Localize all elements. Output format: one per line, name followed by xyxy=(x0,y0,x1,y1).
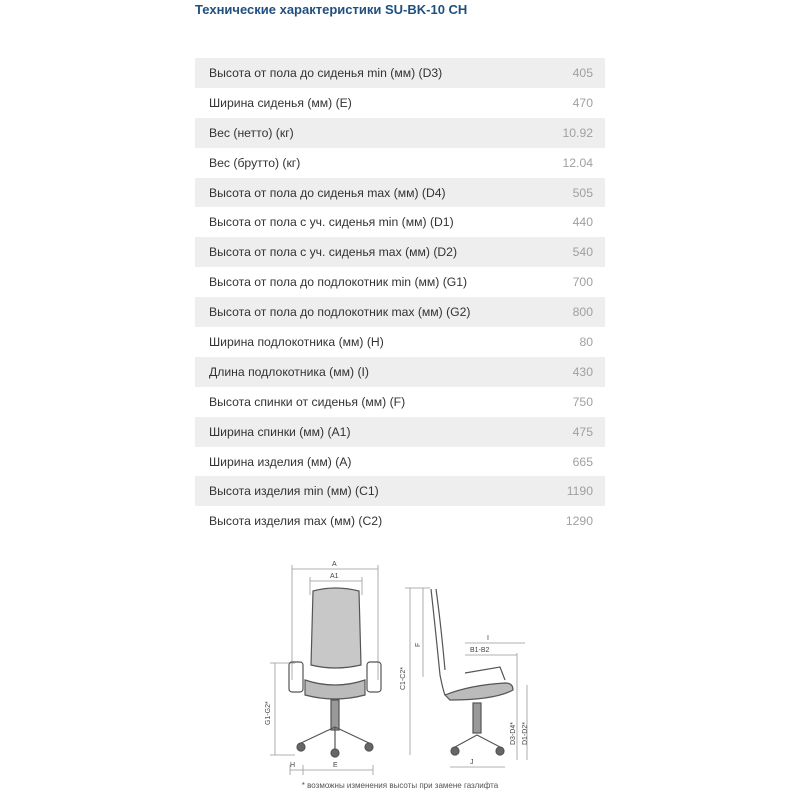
spec-row xyxy=(195,88,605,118)
label-i: I xyxy=(487,635,489,642)
spec-label: Ширина спинки (мм) (A1) xyxy=(209,424,351,439)
spec-row xyxy=(195,118,605,148)
spec-value: 1290 xyxy=(565,514,593,529)
spec-value: 470 xyxy=(572,95,593,110)
spec-row xyxy=(195,267,605,297)
spec-value: 80 xyxy=(579,334,593,349)
label-g: G1-G2* xyxy=(265,701,272,725)
spec-value: 665 xyxy=(572,454,593,469)
label-d12: D1-D2* xyxy=(522,722,529,745)
spec-label: Высота спинки от сиденья (мм) (F) xyxy=(209,394,406,409)
spec-label: Ширина подлокотника (мм) (H) xyxy=(209,334,384,349)
label-a: A xyxy=(332,561,337,568)
label-a1: A1 xyxy=(330,573,339,580)
spec-row xyxy=(195,148,605,178)
spec-row xyxy=(195,447,605,477)
spec-label: Ширина сиденья (мм) (E) xyxy=(209,95,352,110)
spec-row xyxy=(195,237,605,267)
spec-value: 700 xyxy=(572,275,593,290)
label-h: H xyxy=(290,762,296,769)
spec-value: 440 xyxy=(572,215,593,230)
label-d34: D3-D4* xyxy=(510,722,517,745)
spec-label: Высота от пола до сиденья min (мм) (D3) xyxy=(209,65,443,80)
spec-row xyxy=(195,357,605,387)
spec-value: 12.04 xyxy=(562,155,593,170)
page-title: Технические характеристики SU-BK-10 CH xyxy=(195,2,468,17)
spec-value: 430 xyxy=(572,364,593,379)
spec-row xyxy=(195,58,605,88)
spec-row xyxy=(195,476,605,506)
spec-label: Высота изделия max (мм) (C2) xyxy=(209,514,383,529)
spec-label: Высота от пола с уч. сиденья min (мм) (D1) xyxy=(209,215,454,230)
spec-label: Высота от пола до подлокотник min (мм) (G1) xyxy=(209,275,468,290)
specs-table xyxy=(195,58,605,536)
label-b: B1-B2 xyxy=(470,647,490,654)
spec-value: 10.92 xyxy=(562,125,593,140)
spec-row xyxy=(195,297,605,327)
spec-row xyxy=(195,506,605,536)
spec-row xyxy=(195,178,605,208)
spec-row xyxy=(195,417,605,447)
spec-row xyxy=(195,387,605,417)
label-f: F xyxy=(415,642,422,647)
label-e: E xyxy=(333,762,338,769)
spec-value: 505 xyxy=(572,185,593,200)
footnote: * возможны изменения высоты при замене газлифта xyxy=(301,781,499,790)
spec-value: 750 xyxy=(572,394,593,409)
spec-value: 405 xyxy=(572,65,593,80)
spec-value: 540 xyxy=(572,245,593,260)
spec-value: 800 xyxy=(572,305,593,320)
spec-label: Длина подлокотника (мм) (I) xyxy=(209,364,369,379)
spec-row xyxy=(195,327,605,357)
spec-label: Вес (брутто) (кг) xyxy=(209,155,301,170)
chair-dimensions-diagram xyxy=(255,555,555,780)
spec-label: Высота от пола до подлокотник max (мм) (G2) xyxy=(209,305,471,320)
spec-label: Высота от пола до сиденья max (мм) (D4) xyxy=(209,185,446,200)
spec-row xyxy=(195,207,605,237)
label-c: C1-C2* xyxy=(400,667,407,690)
spec-label: Высота от пола с уч. сиденья max (мм) (D2) xyxy=(209,245,458,260)
spec-value: 1190 xyxy=(566,484,593,499)
spec-label: Вес (нетто) (кг) xyxy=(209,125,294,140)
spec-value: 475 xyxy=(572,424,593,439)
label-j: J xyxy=(470,759,474,766)
spec-label: Высота изделия min (мм) (C1) xyxy=(209,484,379,499)
spec-label: Ширина изделия (мм) (A) xyxy=(209,454,352,469)
